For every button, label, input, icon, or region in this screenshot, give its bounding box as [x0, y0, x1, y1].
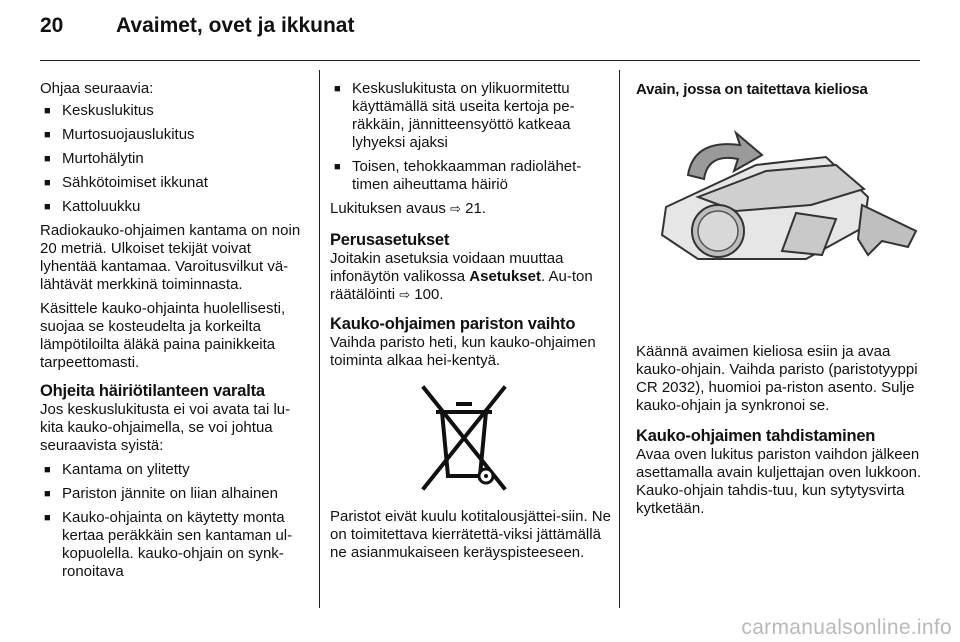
list-item: ■ Kauko-ohjainta on käytetty monta kertaa peräkkäin sen kantaman ul-kopuolella. kauko-ohjain on synk-ronoitava [44, 509, 306, 581]
care-paragraph: Käsittele kauko-ohjainta huolellisesti, suojaa se kosteudelta ja korkeilta lämpötiloilta äläkä paina painikkeita tarpeettomasti. [40, 300, 286, 371]
page-link[interactable]: 21. [465, 200, 487, 217]
causes-list-continued [330, 80, 612, 194]
battery-paragraph: Vaihda paristo heti, kun kauko-ohjaimen toiminta alkaa hei-kentyä. [330, 334, 596, 369]
list-item: ■ Keskuslukitusta on ylikuormitettu käyttämällä sitä useita kertoja pe-räkkäin, jännitteensyöttö katkeaa lyhyeksi ajaksi [334, 80, 612, 152]
fault-paragraph: Jos keskuslukitusta ei voi avata tai lu-kita kauko-ohjaimella, se voi johtua seuraavista syistä: [40, 401, 291, 454]
list-item: ■ Kattoluukku [44, 198, 306, 216]
list-item: ■ Keskuslukitus [44, 102, 306, 120]
page-header [40, 14, 354, 50]
controls-intro: Ohjaa seuraavia: [40, 80, 154, 97]
watermark: carmanualsonline.info [741, 616, 952, 639]
header-rule [40, 60, 920, 61]
causes-list [40, 461, 306, 581]
page-reference-icon: ⇨ [399, 288, 411, 303]
column-3 [636, 80, 926, 524]
page-link[interactable]: 100. [414, 286, 444, 303]
list-item: ■ Murtohälytin [44, 150, 306, 168]
page-reference-icon: ⇨ [450, 202, 461, 217]
recycle-bin-crossed-icon [330, 384, 612, 494]
basic-settings-paragraph: Joitakin asetuksia voidaan muuttaa infonäytön valikossa Asetukset. Au-ton räätälöinti ⇨ 100. [330, 250, 593, 303]
folding-key-illustration [636, 109, 926, 321]
basic-settings-heading: Perusasetukset [330, 231, 450, 249]
page-number: 20 [40, 14, 64, 37]
key-paragraph: Käännä avaimen kieliosa esiin ja avaa kauko-ohjain. Vaihda paristo (paristotyyppi CR 2032), huomioi pa-riston asento. Sulje kauko-ohjain ja synkronoi se. [636, 343, 918, 414]
sync-heading: Kauko-ohjaimen tahdistaminen [636, 427, 876, 445]
unlock-reference: Lukituksen avaus ⇨ 21. [330, 200, 487, 217]
list-item: ■ Kantama on ylitetty [44, 461, 306, 479]
controls-list [40, 102, 306, 216]
column-divider-2 [619, 70, 620, 608]
list-item: ■ Murtosuojauslukitus [44, 126, 306, 144]
battery-heading: Kauko-ohjaimen pariston vaihto [330, 315, 576, 333]
fault-heading: Ohjeita häiriötilanteen varalta [40, 382, 265, 400]
column-1 [40, 80, 306, 587]
disposal-paragraph: Paristot eivät kuulu kotitalousjättei-siin. Ne on toimitettava kierrätettä-viksi jättämällä ne asianmukaiseen keräyspisteeseen. [330, 508, 611, 561]
column-2 [330, 80, 612, 568]
page-title: Avaimet, ovet ja ikkunat [116, 14, 355, 37]
list-item: ■ Pariston jännite on liian alhainen [44, 485, 306, 503]
folding-key-heading: Avain, jossa on taitettava kieliosa [636, 81, 868, 98]
list-item: ■ Toisen, tehokkaamman radiolähet-timen aiheuttama häiriö [334, 158, 612, 194]
list-item: ■ Sähkötoimiset ikkunat [44, 174, 306, 192]
settings-menu-term: Asetukset [469, 268, 541, 285]
range-paragraph: Radiokauko-ohjaimen kantama on noin 20 metriä. Ulkoiset tekijät voivat lyhentää kantamaa. Varoitusvilkut vä-lähtävät merkkinä toiminnasta. [40, 222, 301, 293]
column-divider-1 [319, 70, 320, 608]
sync-paragraph: Avaa oven lukitus pariston vaihdon jälkeen asettamalla avain kuljettajan oven lukkoon. Kauko-ohjain tahdis-tuu, kun sytytysvirta kytketään. [636, 446, 922, 517]
